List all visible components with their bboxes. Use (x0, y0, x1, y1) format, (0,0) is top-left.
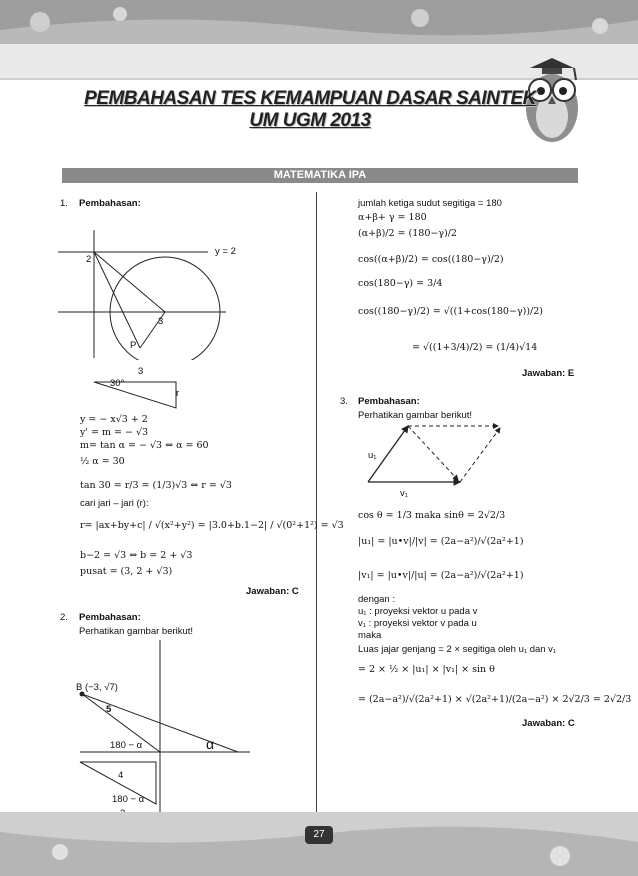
p1-line-6: cari jari – jari (r): (80, 498, 149, 509)
p1-line-3: m= tan α = − √3 ⇔ α = 60 (80, 440, 209, 451)
p1-line-4: ½ α = 30 (80, 456, 125, 467)
p2c-line-7: = √((1+3/4)/2) = (1/4)√14 (412, 342, 538, 353)
p1-line-5: tan 30 = r/3 = (1/3)√3 ⇔ r = √3 (80, 480, 232, 491)
p2c-line-1: jumlah ketiga sudut segitiga = 180 (358, 198, 502, 209)
problem-3-parallelogram (360, 420, 530, 490)
problem-2-heading: Pembahasan: (79, 612, 141, 623)
p1-line-7: r= |ax+by+c| / √(x²+y²) = |3.0+b.1−2| / √(0²+1²) = √3 (80, 520, 344, 531)
tri1-label-30: 30° (110, 378, 125, 389)
fig1-label-p: P (130, 340, 137, 351)
p1-line-2: y' = m = − √3 (80, 427, 149, 438)
p3-line-1: cos θ = 1/3 maka sinθ = 2√2/3 (358, 510, 506, 521)
problem-3-heading: Pembahasan: (358, 396, 420, 407)
p3-line-4: dengan : (358, 594, 395, 605)
p3-line-2: |u₁| = |u•v|/|v| = (2a−a²)/√(2a²+1) (358, 536, 524, 547)
column-divider (316, 192, 317, 812)
p3-line-10: = (2a−a²)/√(2a²+1) × √(2a²+1)/(2a−a²) × 2√2/3 = 2√2/3 (358, 694, 632, 705)
p3-line-6: v₁ : proyeksi vektor v pada u (358, 618, 477, 629)
p2c-line-6: cos((180−γ)/2) = √((1+cos(180−γ))/2) (358, 306, 543, 317)
p1-line-9: pusat = (3, 2 + √3) (80, 566, 173, 577)
fig2-label-angle: 180 − α (110, 740, 143, 751)
p3-line-5: u₁ : proyeksi vektor u pada v (358, 606, 478, 617)
p3-line-7: maka (358, 630, 382, 641)
tri2-label-4: 4 (118, 770, 124, 781)
problem-2-figure (70, 640, 260, 820)
fig1-label-3: 3 (158, 316, 164, 327)
problem-3-intro: Perhatikan gambar berikut! (358, 410, 473, 421)
p3-line-9: = 2 × ½ × |u₁| × |v₁| × sin θ (358, 664, 495, 675)
problem-3-number: 3. (340, 396, 348, 407)
p1-line-8: b−2 = √3 ⇔ b = 2 + √3 (80, 550, 193, 561)
p2c-line-5: cos(180−γ) = 3/4 (358, 278, 443, 289)
p2c-line-2: α+β+ γ = 180 (358, 212, 427, 223)
page-number: 27 (305, 826, 333, 844)
p1-line-1: y = − x√3 + 2 (80, 414, 148, 425)
fig2-point-b: B (−3, √7) (76, 682, 118, 693)
fig2-label-5: 5 (106, 704, 112, 715)
fig3-label-v1: v₁ (400, 488, 408, 499)
p2c-line-3: (α+β)/2 = (180−γ)/2 (358, 228, 457, 239)
problem-1-number: 1. (60, 198, 68, 209)
p3-answer: Jawaban: C (522, 718, 575, 729)
fig1-label-y2: y = 2 (215, 246, 236, 257)
page-title: PEMBAHASAN TES KEMAMPUAN DASAR SAINTEK UM UGM 2013 (84, 88, 536, 131)
p3-line-8: Luas jajar genjang = 2 × segitiga oleh u₁ dan v₁ (358, 644, 557, 655)
fig1-label-2: 2 (86, 254, 92, 265)
problem-2-intro: Perhatikan gambar berikut! (79, 626, 194, 637)
footer-decoration (0, 812, 638, 876)
tri1-label-r: r (176, 388, 180, 399)
tri1-label-3: 3 (138, 366, 144, 377)
problem-2-number: 2. (60, 612, 68, 623)
p1-answer: Jawaban: C (246, 586, 299, 597)
subject-banner: MATEMATIKA IPA (62, 168, 578, 183)
problem-1-heading: Pembahasan: (79, 198, 141, 209)
p2-answer: Jawaban: E (522, 368, 575, 379)
fig3-label-u1: u₁ (368, 450, 377, 461)
tri2-label-angle: 180 − α (112, 794, 145, 805)
p3-line-3: |v₁| = |u•v|/|u| = (2a−a²)/√(2a²+1) (358, 570, 524, 581)
fig2-label-alpha: α (206, 736, 215, 752)
p2c-line-4: cos((α+β)/2) = cos((180−γ)/2) (358, 254, 504, 265)
